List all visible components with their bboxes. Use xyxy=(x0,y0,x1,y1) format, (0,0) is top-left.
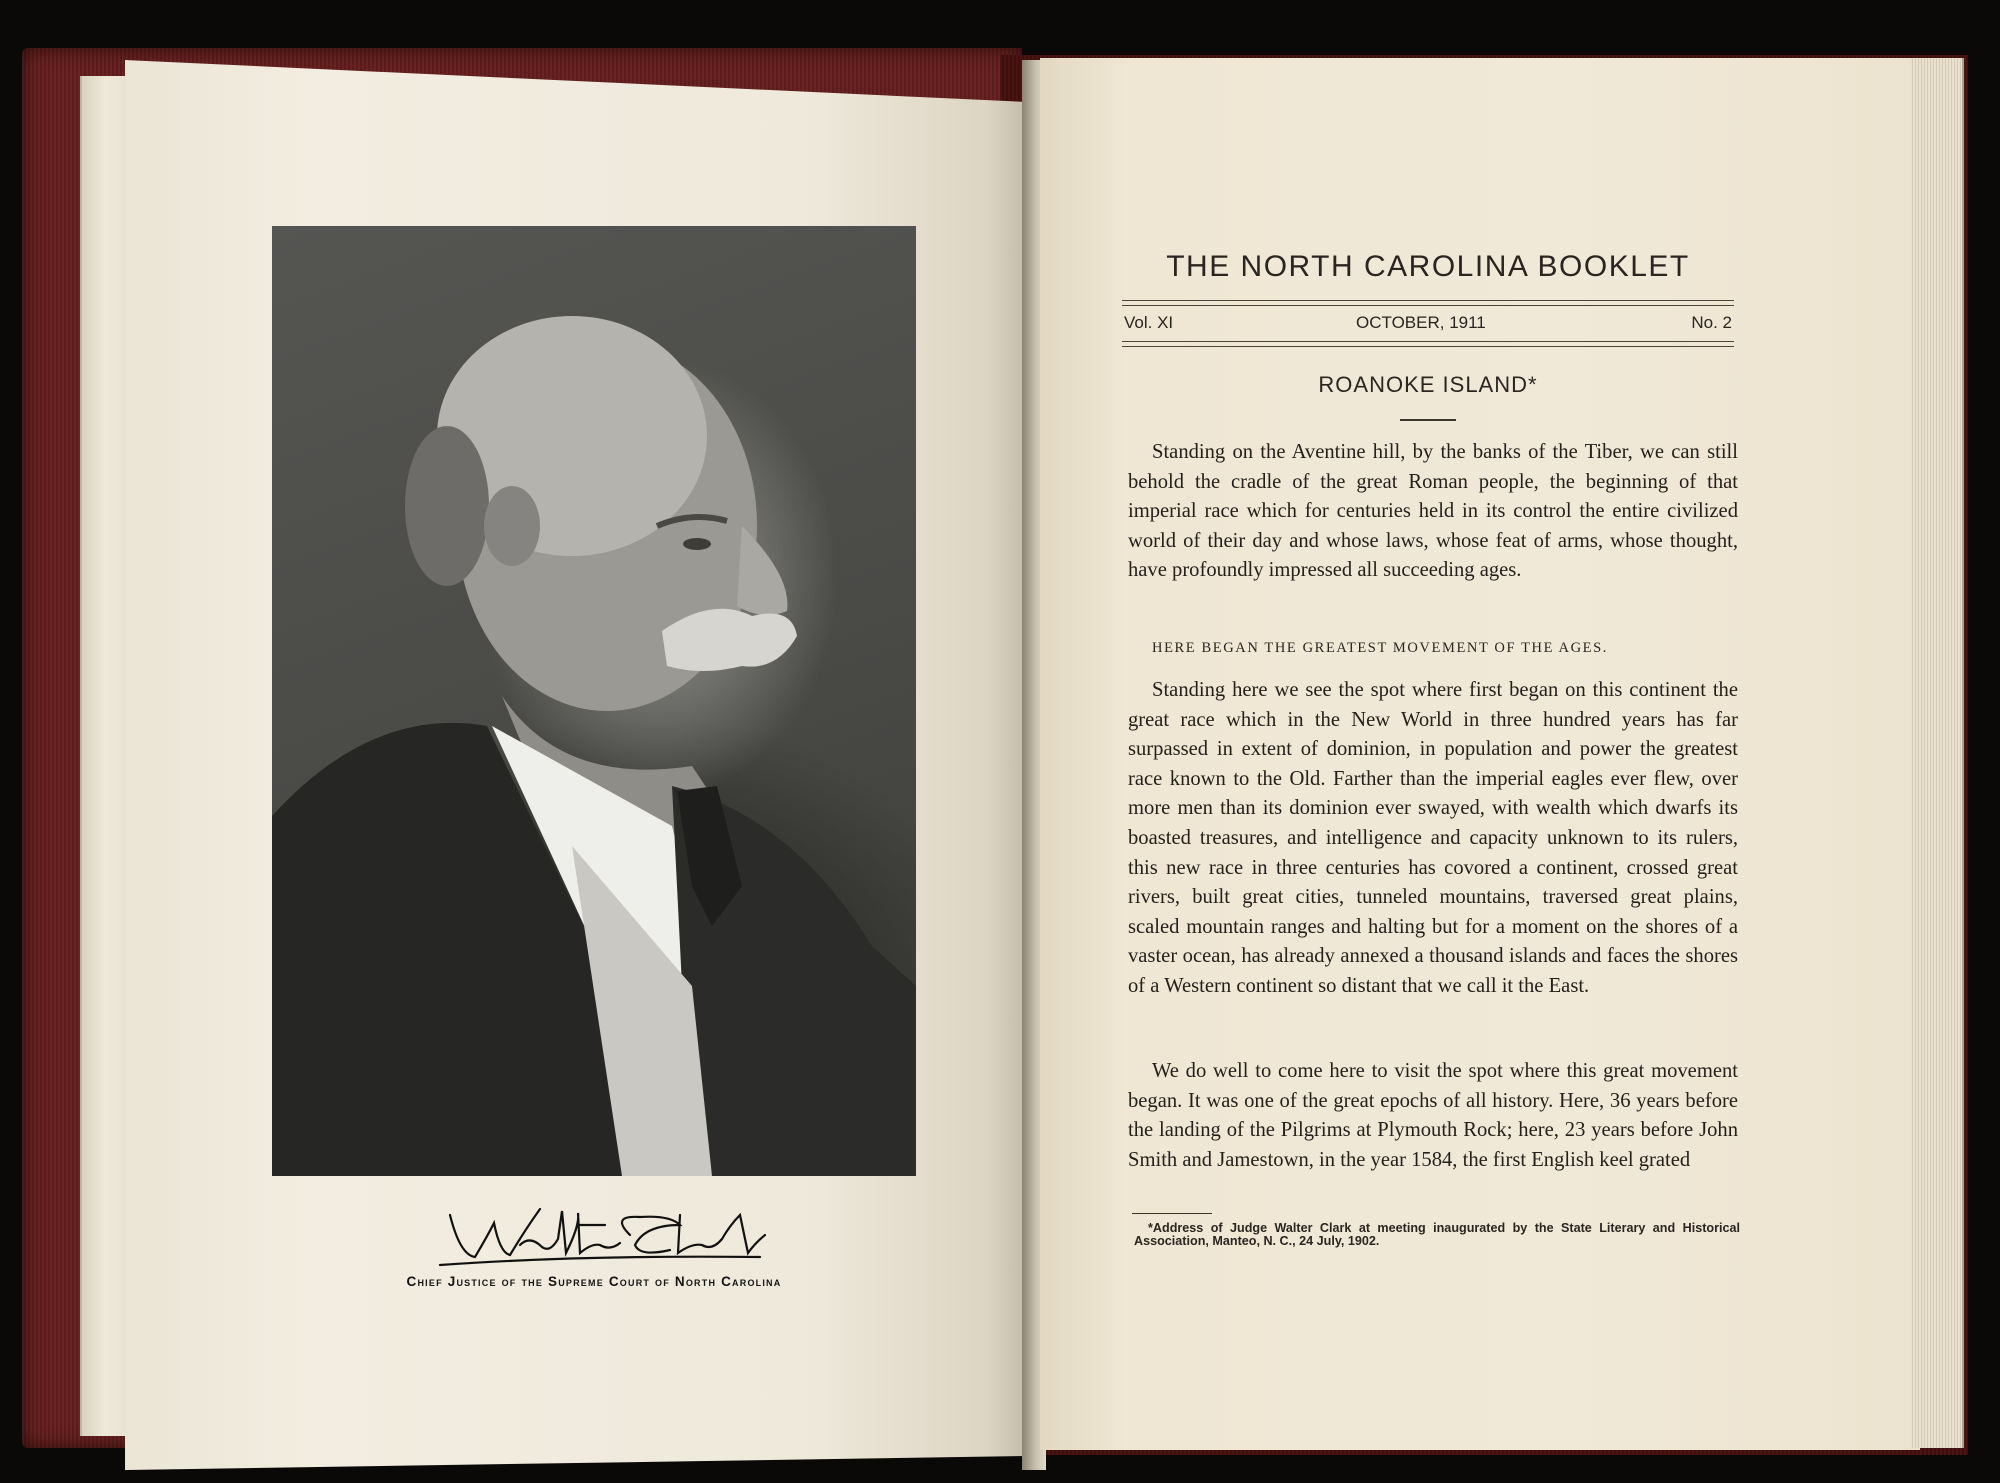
section-subheading: HERE BEGAN THE GREATEST MOVEMENT OF THE AGES. xyxy=(1152,640,1608,656)
paragraph-3-text: We do well to come here to visit the spot where this great movement began. It was one of the great epochs of all history. Here, 36 years before the landing of the Pilgrims at Plymouth Rock; here, 23 years before John Smith and Jamestown, in the year 1584, the first English keel grated xyxy=(1128,1060,1738,1171)
paragraph-1-text: Standing on the Aventine hill, by the banks of the Tiber, we can still behold the cradle of the great Roman people, the beginning of that imperial race which for centuries held in its control the entire civilized world of their day and whose laws, whose feat of arms, whose thought, have profoundly impressed all succeeding ages. xyxy=(1128,441,1738,582)
paragraph-2 xyxy=(1128,676,1738,1002)
masthead-rule-bottom xyxy=(1122,341,1734,342)
title-divider xyxy=(1400,419,1456,421)
portrait-photo xyxy=(272,226,916,1176)
paragraph-1 xyxy=(1128,438,1738,586)
masthead-rule-top-double xyxy=(1122,305,1734,306)
masthead-rule-top xyxy=(1122,300,1734,301)
issue-info-row xyxy=(1124,313,1732,337)
volume-label: Vol. XI xyxy=(1124,313,1174,332)
portrait-figure xyxy=(272,226,916,1176)
masthead-rule-bottom-double xyxy=(1122,346,1734,347)
signature-walter-clark xyxy=(430,1195,770,1275)
issue-number: No. 2 xyxy=(1691,313,1732,332)
portrait-caption: Chief Justice of the Supreme Court of North Carolina xyxy=(406,1274,782,1289)
paragraph-2-text: Standing here we see the spot where first began on this continent the great race which in the New World in three hundred years has far surpassed in extent of dominion, in population and power the greatest race known to the Old. Farther than the imperial eagles ever flew, over more men than its dominion ever swayed, with wealth which dwarfs its boasted treasures, and intelligence and capacity unknown to its rulers, this new race in three centuries has covored a continent, crossed great rivers, built great cities, tunneled mountains, traversed great plains, scaled mountain ranges and halting but for a moment on the shores of a vaster ocean, has already annexed a thousand islands and faces the shores of a Western continent so distant that we call it the East. xyxy=(1128,679,1738,997)
paragraph-3 xyxy=(1128,1057,1738,1175)
footnote-rule xyxy=(1132,1213,1212,1214)
issue-date: OCTOBER, 1911 xyxy=(1356,313,1486,332)
footnote: *Address of Judge Walter Clark at meeting inaugurated by the State Literary and Historical Association, Manteo, N. C., 24 July, 1902. xyxy=(1134,1221,1740,1248)
article-title: ROANOKE ISLAND* xyxy=(1318,372,1538,397)
publication-masthead: THE NORTH CAROLINA BOOKLET xyxy=(1166,250,1690,283)
page-stack-right xyxy=(1910,58,1964,1448)
